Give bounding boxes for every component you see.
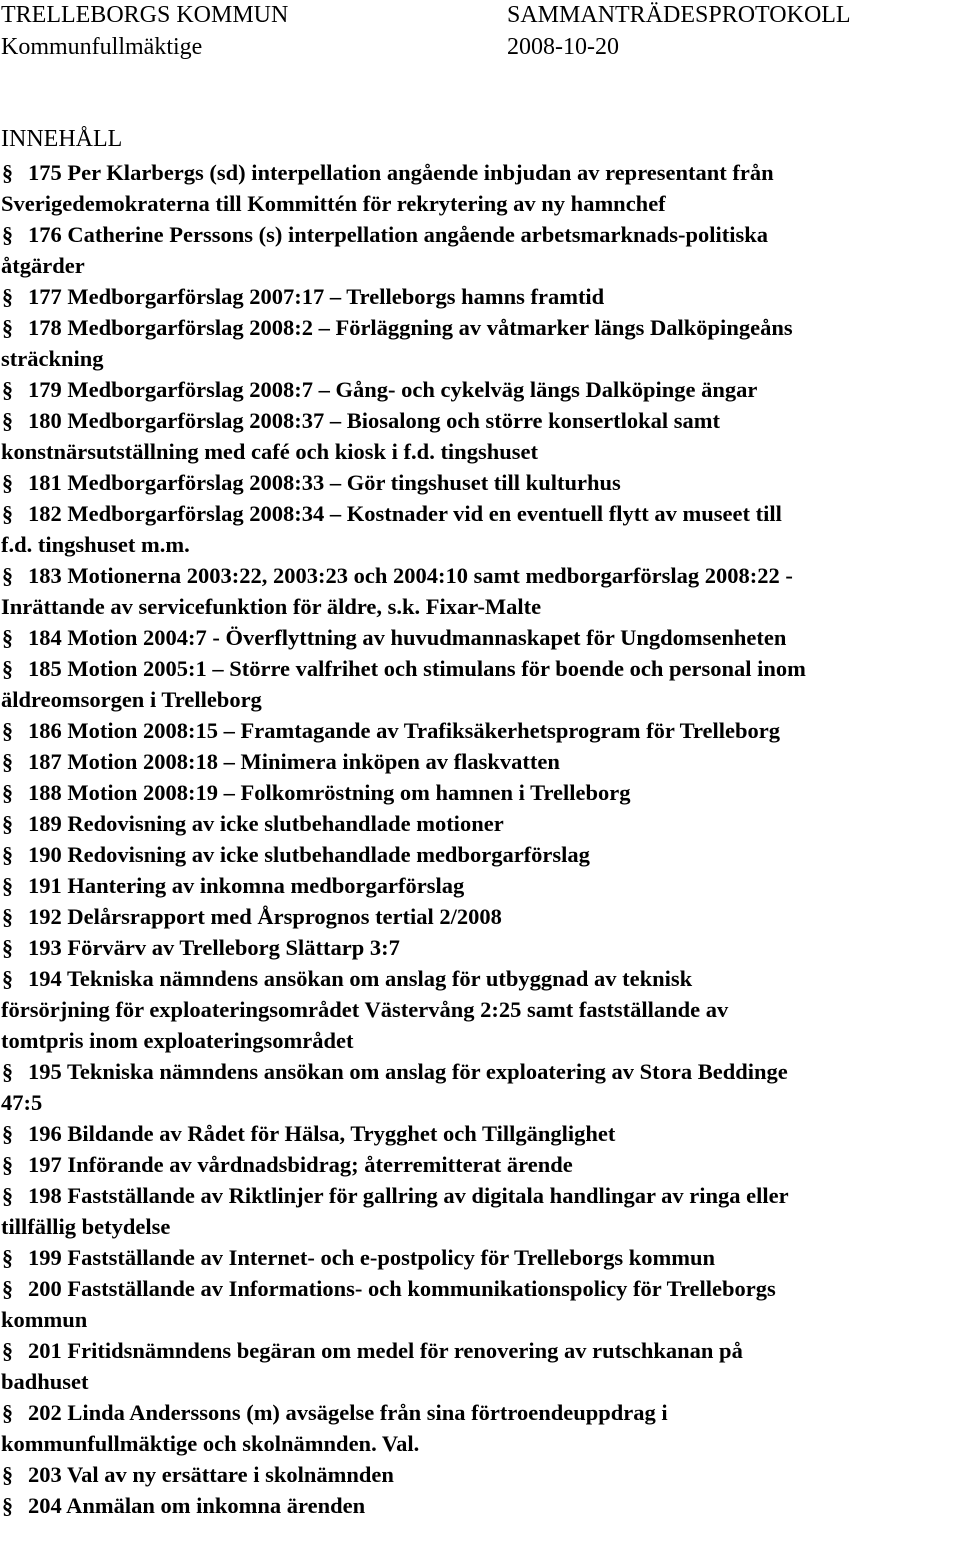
toc-line [0, 467, 960, 498]
toc-line-text: 194 Tekniska nämndens ansökan om anslag för utbyggnad av teknisk [28, 966, 693, 991]
toc-line-text: 197 Införande av vårdnadsbidrag; återremitterat ärende [28, 1152, 573, 1177]
toc-line-text: åtgärder [1, 253, 85, 278]
toc-line [0, 405, 960, 436]
toc-line [0, 994, 960, 1025]
section-sign: § [2, 315, 13, 340]
toc-line [0, 1397, 960, 1428]
toc-line-text: 181 Medborgarförslag 2008:33 – Gör tingshuset till kulturhus [28, 470, 621, 495]
document-type: SAMMANTRÄDESPROTOKOLL [507, 2, 851, 28]
toc-line-text: 190 Redovisning av icke slutbehandlade medborgarförslag [28, 842, 590, 867]
section-sign: § [2, 1121, 13, 1146]
section-sign: § [2, 1462, 13, 1487]
toc-line [0, 343, 960, 374]
contents-heading: INNEHÅLL [1, 126, 123, 152]
meeting-date: 2008-10-20 [507, 34, 619, 60]
toc-line [0, 374, 960, 405]
toc-line [0, 312, 960, 343]
toc-line [0, 498, 960, 529]
toc-line [0, 157, 960, 188]
table-of-contents [0, 157, 960, 1521]
toc-line [0, 1304, 960, 1335]
section-sign: § [2, 222, 13, 247]
section-sign: § [2, 780, 13, 805]
section-sign: § [2, 873, 13, 898]
section-sign: § [2, 501, 13, 526]
toc-line-text: 188 Motion 2008:19 – Folkomröstning om hamnen i Trelleborg [28, 780, 631, 805]
toc-line-text: 201 Fritidsnämndens begäran om medel för renovering av rutschkanan på [28, 1338, 743, 1363]
toc-line-text: 185 Motion 2005:1 – Större valfrihet och stimulans för boende och personal inom [28, 656, 806, 681]
section-sign: § [2, 377, 13, 402]
toc-line [0, 839, 960, 870]
toc-line-text: kommun [1, 1307, 88, 1332]
toc-line-text: 204 Anmälan om inkomna ärenden [28, 1493, 366, 1518]
toc-line [0, 1335, 960, 1366]
toc-line [0, 715, 960, 746]
toc-line-text: 193 Förvärv av Trelleborg Slättarp 3:7 [28, 935, 400, 960]
section-sign: § [2, 1400, 13, 1425]
section-sign: § [2, 904, 13, 929]
toc-line-text: 189 Redovisning av icke slutbehandlade motioner [28, 811, 504, 836]
organization-name: TRELLEBORGS KOMMUN [1, 2, 289, 28]
toc-line [0, 1273, 960, 1304]
toc-line-text: 183 Motionerna 2003:22, 2003:23 och 2004:10 samt medborgarförslag 2008:22 - [28, 563, 793, 588]
toc-line [0, 591, 960, 622]
toc-line-text: 187 Motion 2008:18 – Minimera inköpen av flaskvatten [28, 749, 560, 774]
section-sign: § [2, 160, 13, 185]
toc-line-text: 180 Medborgarförslag 2008:37 – Biosalong och större konsertlokal samt [28, 408, 721, 433]
toc-line-text: konstnärsutställning med café och kiosk i f.d. tingshuset [1, 439, 538, 464]
section-sign: § [2, 1276, 13, 1301]
toc-line [0, 1087, 960, 1118]
toc-line-text: badhuset [1, 1369, 89, 1394]
toc-line-text: 196 Bildande av Rådet för Hälsa, Trygghet och Tillgänglighet [28, 1121, 616, 1146]
toc-line-text: 203 Val av ny ersättare i skolnämnden [28, 1462, 394, 1487]
toc-line-text: 175 Per Klarbergs (sd) interpellation angående inbjudan av representant från [28, 160, 774, 185]
toc-line [0, 436, 960, 467]
toc-line-text: 191 Hantering av inkomna medborgarförslag [28, 873, 465, 898]
toc-line-text: 182 Medborgarförslag 2008:34 – Kostnader vid en eventuell flytt av museet till [28, 501, 782, 526]
section-sign: § [2, 284, 13, 309]
toc-line-text: 199 Fastställande av Internet- och e-postpolicy för Trelleborgs kommun [28, 1245, 716, 1270]
toc-line [0, 1490, 960, 1521]
toc-line [0, 1025, 960, 1056]
toc-line-text: 186 Motion 2008:15 – Framtagande av Trafiksäkerhetsprogram för Trelleborg [28, 718, 781, 743]
section-sign: § [2, 1183, 13, 1208]
toc-line [0, 1118, 960, 1149]
section-sign: § [2, 408, 13, 433]
toc-line [0, 684, 960, 715]
section-sign: § [2, 625, 13, 650]
toc-line-text: 184 Motion 2004:7 - Överflyttning av huvudmannaskapet för Ungdomsenheten [28, 625, 787, 650]
toc-line [0, 777, 960, 808]
toc-line [0, 281, 960, 312]
toc-line [0, 622, 960, 653]
toc-line-text: tillfällig betydelse [1, 1214, 171, 1239]
toc-line [0, 1366, 960, 1397]
toc-line [0, 1056, 960, 1087]
section-sign: § [2, 563, 13, 588]
section-sign: § [2, 1245, 13, 1270]
section-sign: § [2, 842, 13, 867]
section-sign: § [2, 1152, 13, 1177]
toc-line-text: 192 Delårsrapport med Årsprognos tertial 2/2008 [28, 904, 502, 929]
section-sign: § [2, 656, 13, 681]
toc-line [0, 808, 960, 839]
toc-line [0, 963, 960, 994]
toc-line-text: Sverigedemokraterna till Kommittén för rekrytering av ny hamnchef [1, 191, 666, 216]
toc-line [0, 188, 960, 219]
toc-line-text: kommunfullmäktige och skolnämnden. Val. [1, 1431, 420, 1456]
toc-line-text: tomtpris inom exploateringsområdet [1, 1028, 354, 1053]
toc-line-text: 195 Tekniska nämndens ansökan om anslag för exploatering av Stora Beddinge [28, 1059, 788, 1084]
toc-line-text: 47:5 [1, 1090, 43, 1115]
section-sign: § [2, 811, 13, 836]
toc-line [0, 746, 960, 777]
toc-line [0, 653, 960, 684]
section-sign: § [2, 1338, 13, 1363]
toc-line-text: 179 Medborgarförslag 2008:7 – Gång- och cykelväg längs Dalköpinge ängar [28, 377, 758, 402]
section-sign: § [2, 966, 13, 991]
section-sign: § [2, 470, 13, 495]
toc-line [0, 529, 960, 560]
section-sign: § [2, 749, 13, 774]
toc-line-text: försörjning för exploateringsområdet Västervång 2:25 samt fastställande av [1, 997, 729, 1022]
toc-line [0, 1180, 960, 1211]
toc-line-text: 177 Medborgarförslag 2007:17 – Trelleborgs hamns framtid [28, 284, 605, 309]
toc-line [0, 932, 960, 963]
assembly-name: Kommunfullmäktige [1, 34, 203, 60]
toc-line [0, 1459, 960, 1490]
toc-line-text: 202 Linda Anderssons (m) avsägelse från sina förtroendeuppdrag i [28, 1400, 668, 1425]
toc-line [0, 250, 960, 281]
section-sign: § [2, 1059, 13, 1084]
toc-line-text: 178 Medborgarförslag 2008:2 – Förläggning av våtmarker längs Dalköpingeåns [28, 315, 793, 340]
toc-line-text: 198 Fastställande av Riktlinjer för gallring av digitala handlingar av ringa eller [28, 1183, 789, 1208]
toc-line [0, 870, 960, 901]
toc-line-text: Inrättande av servicefunktion för äldre, s.k. Fixar-Malte [1, 594, 542, 619]
toc-line-text: f.d. tingshuset m.m. [1, 532, 190, 557]
toc-line [0, 1149, 960, 1180]
toc-line [0, 901, 960, 932]
section-sign: § [2, 935, 13, 960]
toc-line [0, 560, 960, 591]
toc-line [0, 1242, 960, 1273]
toc-line [0, 219, 960, 250]
toc-line-text: äldreomsorgen i Trelleborg [1, 687, 262, 712]
section-sign: § [2, 718, 13, 743]
toc-line-text: sträckning [1, 346, 104, 371]
toc-line [0, 1211, 960, 1242]
toc-line-text: 176 Catherine Perssons (s) interpellation angående arbetsmarknads-politiska [28, 222, 769, 247]
toc-line-text: 200 Fastställande av Informations- och kommunikationspolicy för Trelleborgs [28, 1276, 776, 1301]
toc-line [0, 1428, 960, 1459]
section-sign: § [2, 1493, 13, 1518]
